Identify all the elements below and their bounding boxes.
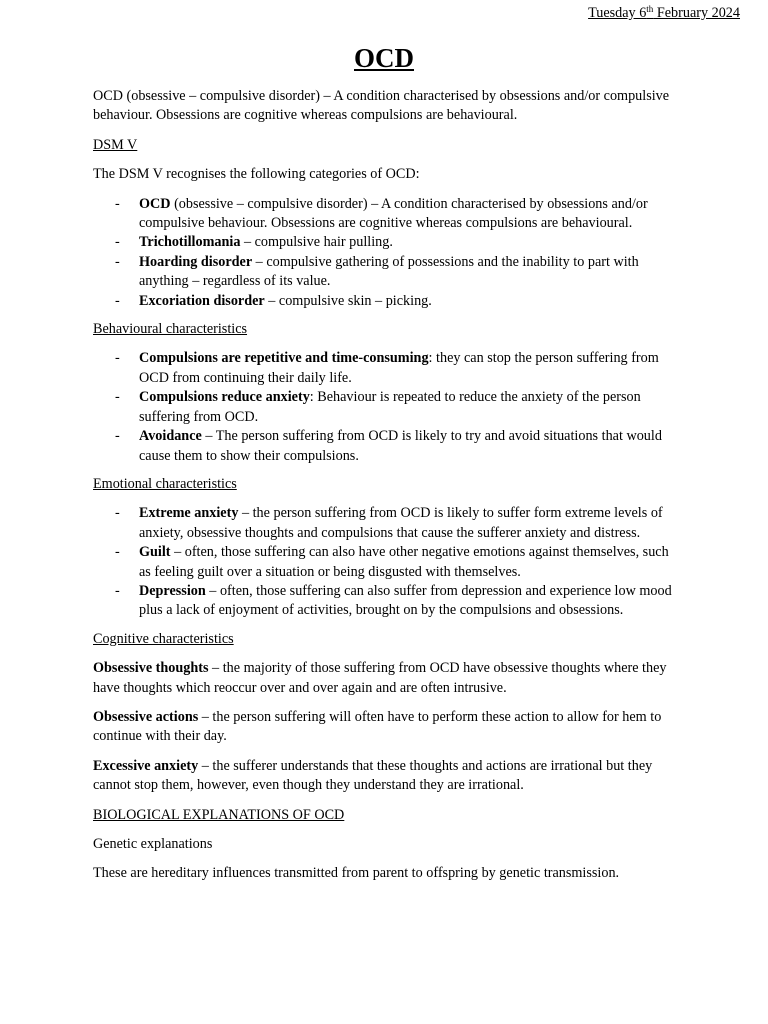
list-item	[93, 233, 683, 252]
list-item	[93, 388, 683, 427]
term: Excoriation disorder	[139, 292, 265, 309]
genetic-subheading: Genetic explanations	[93, 836, 213, 852]
term: Compulsions are repetitive and time-consuming	[139, 350, 429, 367]
description: – compulsive hair pulling.	[240, 234, 393, 251]
list-item	[93, 543, 683, 582]
section-heading-cognitive: Cognitive characteristics	[93, 630, 234, 647]
date-line	[588, 4, 740, 23]
section-heading-biological: BIOLOGICAL EXPLANATIONS OF OCD	[93, 806, 345, 823]
list-item	[93, 427, 683, 466]
bullet-dash: -	[115, 234, 120, 251]
description: – the person suffering will often have to perform these action to allow for hem to continue with their day.	[93, 708, 662, 745]
list-item	[93, 582, 683, 621]
term: Depression	[139, 582, 206, 599]
description: – often, those suffering can also have other negative emotions against themselves, such as feeling guilt over a situation or being disgusted with themselves.	[139, 544, 669, 580]
date-suffix: February 2024	[653, 5, 740, 21]
cognitive-paragraph	[93, 757, 683, 796]
bullet-dash: -	[115, 292, 120, 309]
bullet-dash: -	[115, 428, 120, 445]
term: Obsessive thoughts	[93, 660, 209, 677]
description: – the person suffering from OCD is likely to suffer form extreme levels of anxiety, obsessive thoughts and compulsions that cause the sufferer anxiety and distress.	[139, 505, 663, 541]
bullet-dash: -	[115, 505, 120, 522]
term: Avoidance	[139, 428, 202, 445]
description: – the sufferer understands that these thoughts and actions are irrational but they cannot stop them, however, even though they understand they are irrational.	[93, 757, 653, 794]
dsm-list	[93, 195, 683, 311]
list-item	[93, 504, 683, 543]
section-heading-behavioural: Behavioural characteristics	[93, 321, 248, 338]
bullet-dash: -	[115, 544, 120, 561]
document-body	[93, 87, 683, 894]
section-heading-emotional: Emotional characteristics	[93, 475, 237, 492]
bullet-dash: -	[115, 389, 120, 406]
term: Guilt	[139, 544, 171, 561]
bullet-dash: -	[115, 195, 120, 212]
term: OCD	[139, 195, 171, 212]
date-ordinal: th	[646, 4, 654, 14]
cognitive-paragraph	[93, 708, 683, 747]
emotional-list	[93, 504, 683, 620]
list-item	[93, 253, 683, 292]
term: Excessive anxiety	[93, 757, 199, 774]
genetic-paragraph: These are hereditary influences transmitted from parent to offspring by genetic transmission.	[93, 865, 620, 882]
cognitive-paragraph	[93, 659, 683, 698]
term: Hoarding disorder	[139, 253, 253, 270]
page-title: OCD	[354, 43, 414, 73]
behavioural-list	[93, 349, 683, 465]
section-heading-dsm: DSM V	[93, 136, 138, 153]
description: – The person suffering from OCD is likely to try and avoid situations that would cause them to show their compulsions.	[139, 428, 662, 464]
description: (obsessive – compulsive disorder) – A condition characterised by obsessions and/or compulsive behaviour. Obsessions are cognitive whereas compulsions are behavioural.	[139, 195, 648, 232]
description: – compulsive skin – picking.	[264, 292, 432, 309]
bullet-dash: -	[115, 253, 120, 270]
date-prefix: Tuesday 6	[588, 5, 647, 21]
description: : Behaviour is repeated to reduce the anxiety of the person suffering from OCD.	[139, 389, 641, 425]
description: – compulsive gathering of possessions and the inability to part with anything – regardless of its value.	[139, 253, 639, 290]
list-item	[93, 292, 683, 311]
bullet-dash: -	[115, 350, 120, 367]
term: Compulsions reduce anxiety	[139, 389, 310, 406]
term: Trichotillomania	[139, 234, 241, 251]
intro-paragraph: OCD (obsessive – compulsive disorder) – A condition characterised by obsessions and/or compulsive behaviour. Obsessions are cognitive whereas compulsions are behavioural.	[93, 88, 670, 124]
description: – the majority of those suffering from OCD have obsessive thoughts where they have thoughts which reoccur over and over again and are often intrusive.	[93, 660, 667, 696]
dsm-intro: The DSM V recognises the following categories of OCD:	[93, 166, 420, 183]
bullet-dash: -	[115, 582, 120, 599]
description: – often, those suffering can also suffer from depression and experience low mood plus a lack of enjoyment of activities, brought on by the compulsions and obsessions.	[139, 582, 672, 619]
term: Extreme anxiety	[139, 505, 239, 522]
list-item	[93, 195, 683, 234]
description: : they can stop the person suffering from OCD from continuing their daily life.	[139, 350, 659, 386]
term: Obsessive actions	[93, 708, 199, 725]
list-item	[93, 349, 683, 388]
